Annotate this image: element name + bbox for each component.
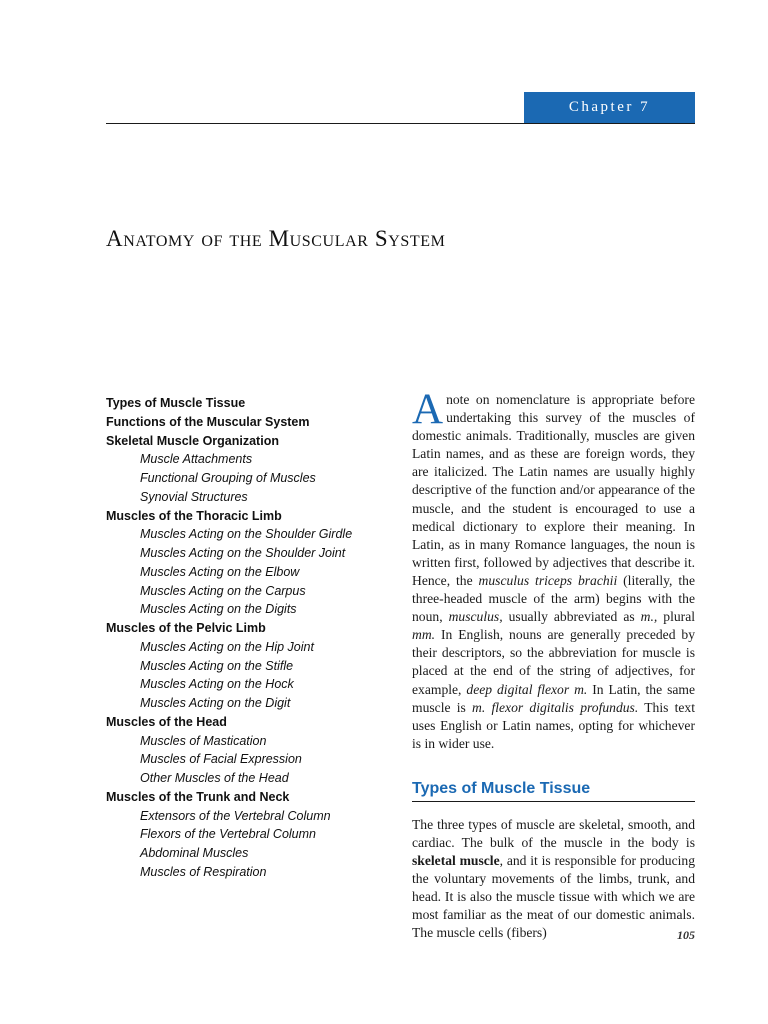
outline-section: Functions of the Muscular System bbox=[106, 414, 310, 429]
outline-subsection: Flexors of the Vertebral Column bbox=[140, 827, 317, 842]
outline-subsection: Muscles Acting on the Hip Joint bbox=[140, 639, 314, 654]
outline-subsection: Muscles Acting on the Hock bbox=[140, 677, 294, 692]
intro-paragraph: A note on nomenclature is appropriate before undertaking this survey of the muscles of domestic animals. Traditionally, muscles are given Latin names, and as these are foreign words, they are italicized. The Latin names are usually highly descriptive of the function and/or appearance of the muscle, and the student is encouraged to use a medical dictionary to explore their meaning. In Latin, as in many Romance languages, the noun is written first, followed by adjectives that describe it. Hence, the musculus triceps brachii (literally, the three-headed muscle of the arm) begins with the noun, musculus, usually abbreviated as m., plural mm. In English, nouns are generally preceded by their descriptors, so the abbreviation for muscle is placed at the end of the string of adjectives, for example, deep digital flexor m. In Latin, the same muscle is m. flexor digitalis profundus. This text uses English or Latin names, opting for whichever is in wider use. bbox=[412, 386, 696, 751]
chapter-rule bbox=[106, 123, 695, 124]
outline-subsection: Muscles Acting on the Shoulder Girdle bbox=[140, 527, 353, 542]
outline-subsection: Functional Grouping of Muscles bbox=[140, 471, 316, 485]
outline-subsection: Muscles Acting on the Digits bbox=[140, 602, 297, 617]
outline-subsection: Abdominal Muscles bbox=[140, 846, 249, 860]
page-number: 105 bbox=[677, 928, 695, 942]
section-heading: Types of Muscle Tissue bbox=[412, 779, 695, 802]
outline-subsection: Other Muscles of the Head bbox=[140, 771, 289, 785]
outline-subsection: Muscles Acting on the Shoulder Joint bbox=[140, 546, 346, 560]
outline-subsection: Muscles Acting on the Carpus bbox=[140, 583, 306, 598]
body-column bbox=[412, 386, 696, 943]
outline-subsection: Muscles Acting on the Elbow bbox=[140, 564, 300, 579]
outline-section: Types of Muscle Tissue bbox=[106, 396, 246, 410]
outline-section: Skeletal Muscle Organization bbox=[106, 433, 279, 448]
outline-subsection: Muscles of Facial Expression bbox=[140, 752, 302, 767]
drop-cap: A bbox=[412, 386, 444, 433]
outline-subsection: Extensors of the Vertebral Column bbox=[140, 808, 331, 823]
outline-section: Muscles of the Pelvic Limb bbox=[106, 621, 266, 635]
outline-section: Muscles of the Thoracic Limb bbox=[106, 508, 282, 523]
outline-subsection: Muscles of Respiration bbox=[140, 864, 267, 879]
chapter-outline bbox=[106, 394, 396, 882]
outline-subsection: Muscles of Mastication bbox=[140, 733, 267, 748]
outline-section: Muscles of the Trunk and Neck bbox=[106, 789, 290, 804]
chapter-title: Anatomy of the Muscular System bbox=[106, 226, 446, 251]
outline-subsection: Muscles Acting on the Digit bbox=[140, 696, 291, 710]
outline-subsection: Muscle Attachments bbox=[140, 452, 253, 467]
outline-subsection: Muscles Acting on the Stifle bbox=[140, 658, 294, 673]
outline-subsection: Synovial Structures bbox=[140, 489, 248, 504]
chapter-label: Chapter 7 bbox=[524, 92, 695, 123]
section-paragraph: The three types of muscle are skeletal, smooth, and cardiac. The bulk of the muscle in the body is skeletal muscle, and it is responsible for producing the voluntary movements of the limbs, trunk, and head. It is also the muscle tissue with which we are most familiar as the meat of our domestic animals. The muscle cells (fibers) bbox=[412, 816, 695, 941]
outline-section: Muscles of the Head bbox=[106, 714, 227, 729]
